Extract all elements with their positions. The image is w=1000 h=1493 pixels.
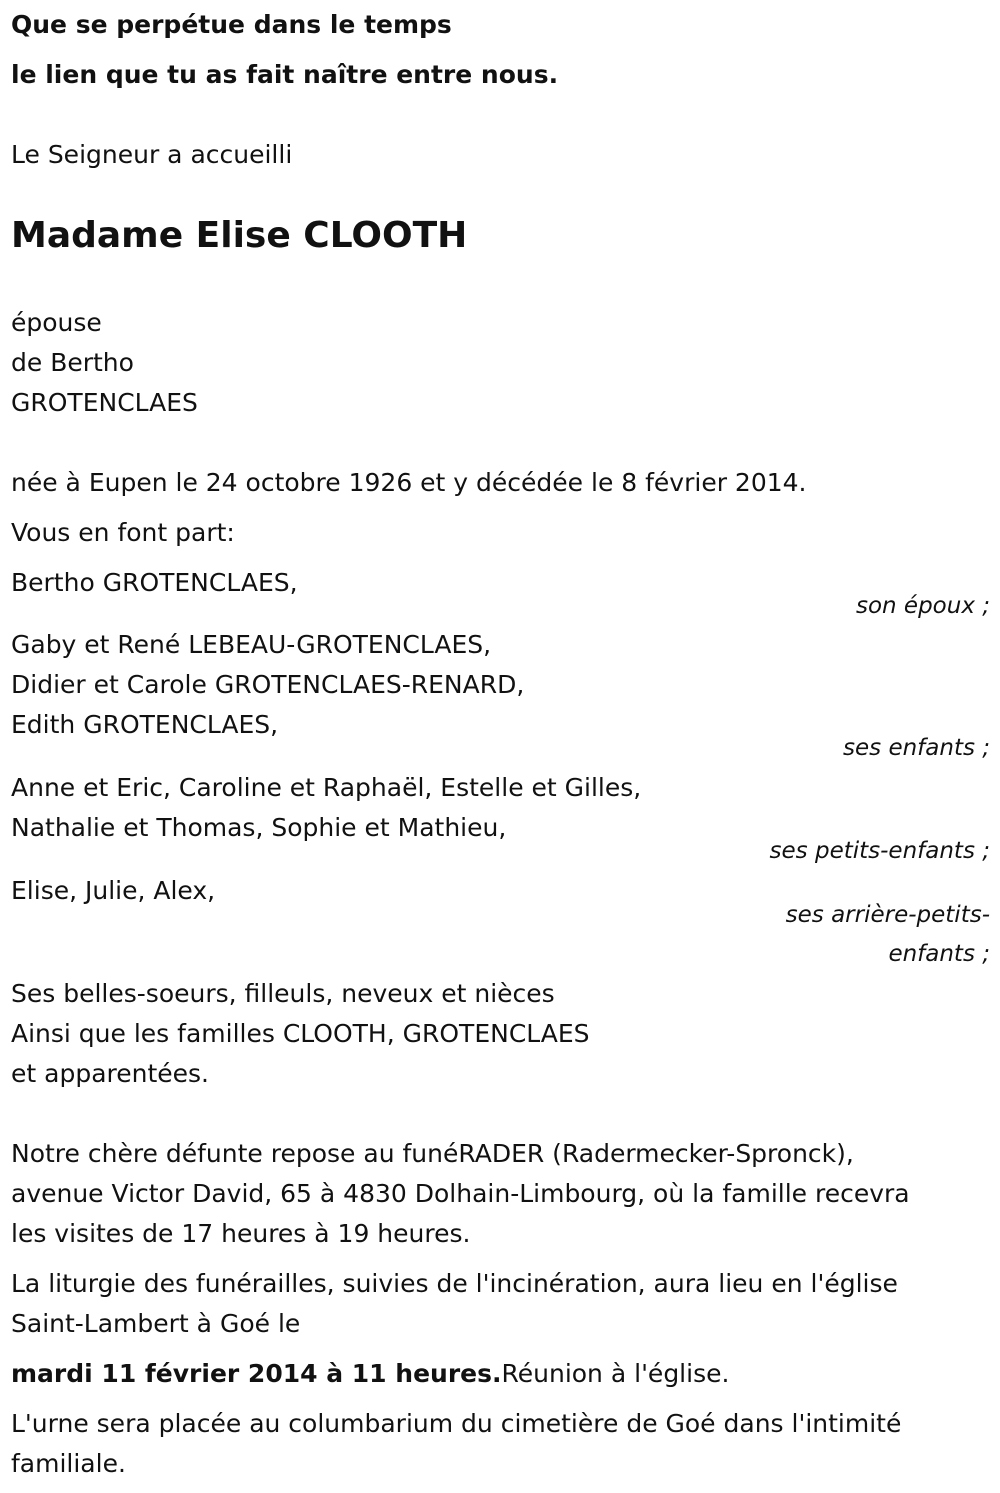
deceased-name: Madame Elise CLOOTH	[11, 215, 468, 256]
rest-line-2: avenue Victor David, 65 à 4830 Dolhain-Limbourg, où la famille recevra	[11, 1179, 910, 1208]
ceremony-date: mardi 11 février 2014 à 11 heures.	[11, 1359, 502, 1388]
family-child-3: Edith GROTENCLAES,	[11, 710, 279, 739]
family-great-grandchildren: Elise, Julie, Alex,	[11, 876, 216, 905]
family-spouse-role: son époux ;	[855, 593, 990, 619]
spouse-line-2: de Bertho	[11, 348, 134, 377]
birth-death-text: née à Eupen le 24 octobre 1926 et y décédée le 8 février 2014.	[11, 468, 807, 497]
family-grandchildren-role: ses petits-enfants ;	[769, 838, 990, 864]
rest-line-1: Notre chère défunte repose au funéRADER (Radermecker-Spronck),	[11, 1139, 854, 1168]
others-line-3: et apparentées.	[11, 1059, 209, 1088]
others-line-1: Ses belles-soeurs, filleuls, neveux et nièces	[11, 979, 555, 1008]
family-child-2: Didier et Carole GROTENCLAES-RENARD,	[11, 670, 525, 699]
urn-line-1: L'urne sera placée au columbarium du cimetière de Goé dans l'intimité	[11, 1409, 902, 1438]
ceremony-line	[11, 1359, 729, 1389]
family-spouse-name: Bertho GROTENCLAES,	[11, 568, 298, 597]
liturgy-line-2: Saint-Lambert à Goé le	[11, 1309, 301, 1338]
epigraph-line-2: le lien que tu as fait naître entre nous.	[11, 60, 559, 89]
family-grandchildren-2: Nathalie et Thomas, Sophie et Mathieu,	[11, 813, 507, 842]
rest-line-3: les visites de 17 heures à 19 heures.	[11, 1219, 471, 1248]
ceremony-note: Réunion à l'église.	[501, 1359, 730, 1388]
epigraph-line-1: Que se perpétue dans le temps	[11, 10, 452, 39]
family-children-role: ses enfants ;	[843, 735, 990, 761]
announce-text: Vous en font part:	[11, 518, 235, 547]
family-great-grandchildren-role-2: enfants ;	[888, 941, 990, 967]
spouse-line-3: GROTENCLAES	[11, 388, 198, 417]
liturgy-line-1: La liturgie des funérailles, suivies de l'incinération, aura lieu en l'église	[11, 1269, 898, 1298]
urn-line-2: familiale.	[11, 1449, 126, 1478]
family-great-grandchildren-role-1: ses arrière-petits-	[785, 902, 990, 928]
family-child-1: Gaby et René LEBEAU-GROTENCLAES,	[11, 630, 492, 659]
spouse-line-1: épouse	[11, 308, 102, 337]
family-grandchildren-1: Anne et Eric, Caroline et Raphaël, Estelle et Gilles,	[11, 773, 642, 802]
others-line-2: Ainsi que les familles CLOOTH, GROTENCLAES	[11, 1019, 590, 1048]
intro-text: Le Seigneur a accueilli	[11, 140, 293, 169]
